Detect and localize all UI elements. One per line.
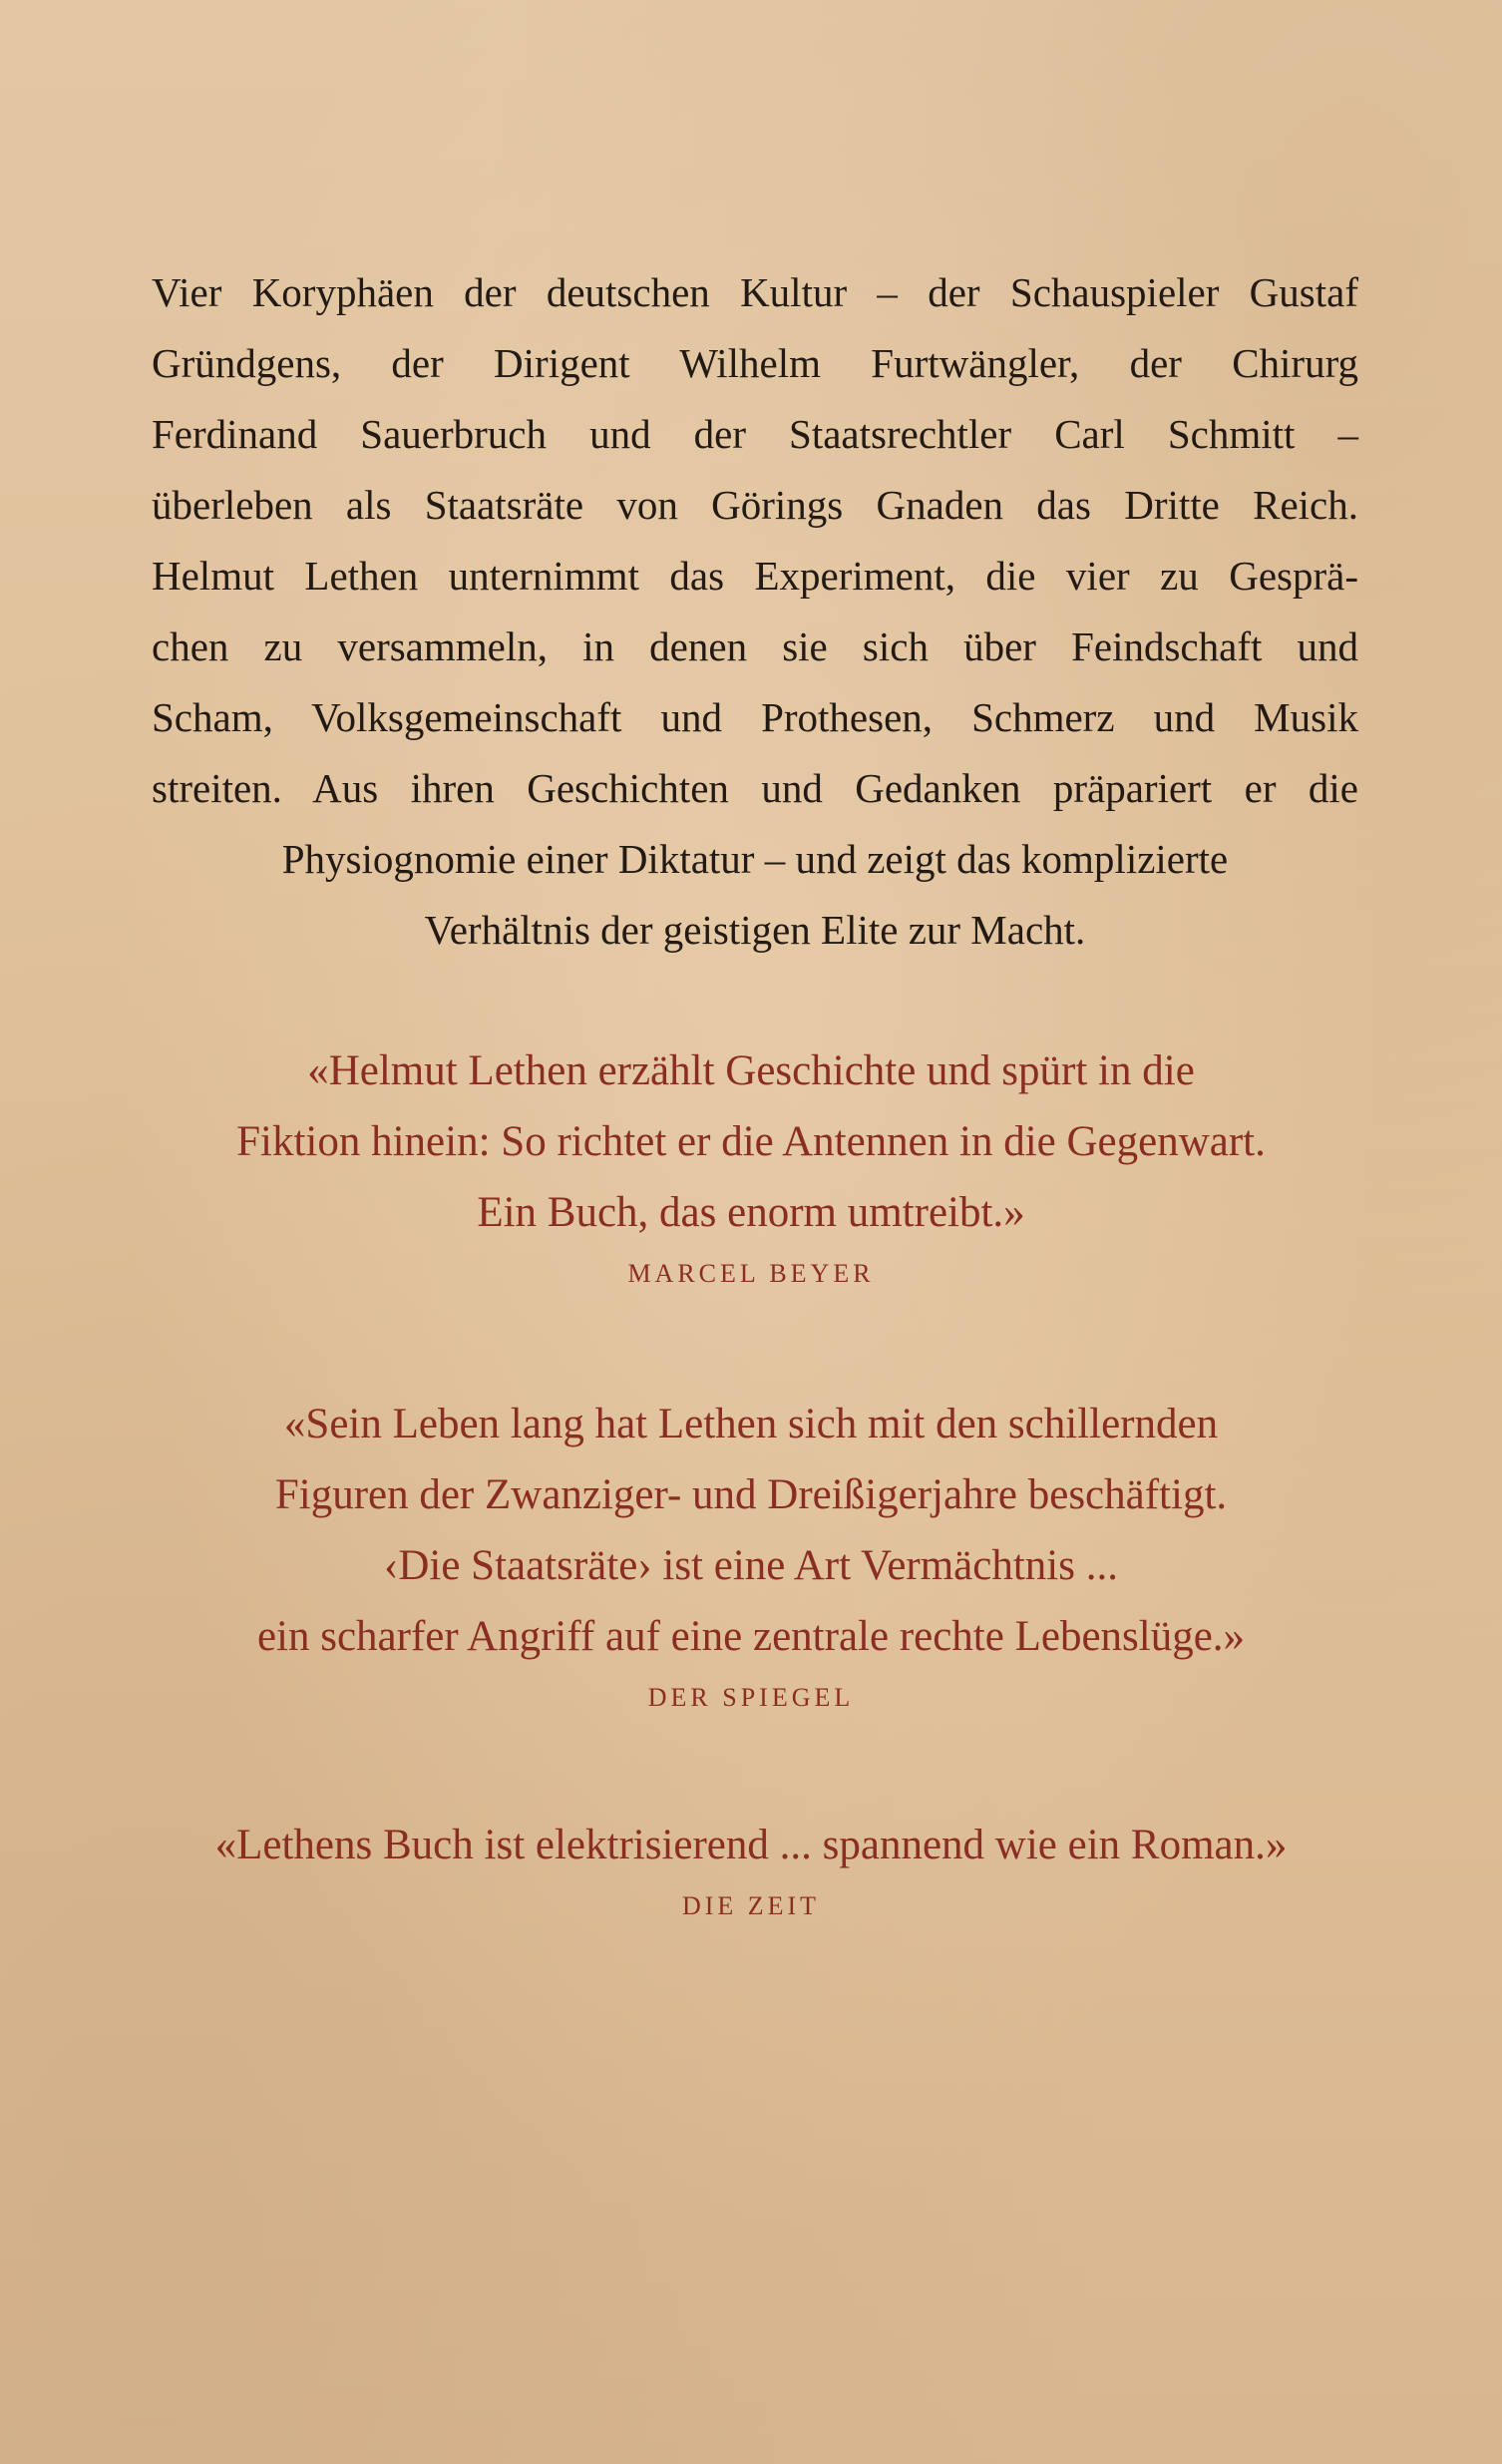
quote-line: «Helmut Lethen erzählt Geschichte und spürt in die xyxy=(307,1047,1195,1094)
quote-line: Ein Buch, das enorm umtreibt.» xyxy=(477,1189,1025,1236)
description-line: Physiognomie einer Diktatur – und zeigt das komplizierte xyxy=(281,836,1229,882)
quote-line: ‹Die Staatsräte› ist eine Art Vermächtnis ... xyxy=(384,1542,1118,1589)
quote-attribution: DIE ZEIT xyxy=(681,1891,821,1920)
quote-line: ein scharfer Angriff auf eine zentrale rechte Lebenslüge.» xyxy=(256,1613,1246,1660)
description-line: Gründgens, der Dirigent Wilhelm Furtwängler, der Chirurg xyxy=(152,340,1358,386)
description-line: überleben als Staatsräte von Görings Gnaden das Dritte Reich. xyxy=(152,482,1358,528)
description-line: chen zu versammeln, in denen sie sich über Feindschaft und xyxy=(152,623,1358,669)
review-quote xyxy=(0,1810,1502,1926)
quote-line: «Lethens Buch ist elektrisierend ... spannend wie ein Roman.» xyxy=(214,1822,1288,1868)
description-line: Vier Koryphäen der deutschen Kultur – der Schauspieler Gustaf xyxy=(152,269,1358,315)
description-line: Scham, Volksgemeinschaft und Prothesen, Schmerz und Musik xyxy=(152,694,1358,740)
quote-line: «Sein Leben lang hat Lethen sich mit den schillernden xyxy=(283,1401,1219,1447)
quote-attribution: DER SPIEGEL xyxy=(647,1683,855,1712)
review-quote xyxy=(0,1035,1502,1294)
description-line: Helmut Lethen unternimmt das Experiment, die vier zu Gesprä- xyxy=(152,553,1358,599)
quote-line: Fiktion hinein: So richtet er die Antennen in die Gegenwart. xyxy=(236,1118,1266,1165)
quote-line: Figuren der Zwanziger- und Dreißigerjahre beschäftigt. xyxy=(274,1471,1228,1518)
review-quote xyxy=(0,1389,1502,1718)
description-line: streiten. Aus ihren Geschichten und Gedanken präpariert er die xyxy=(152,765,1358,811)
quote-attribution: MARCEL BEYER xyxy=(627,1259,875,1288)
description-line: Verhältnis der geistigen Elite zur Macht. xyxy=(424,907,1086,953)
book-description xyxy=(152,257,1358,966)
description-line: Ferdinand Sauerbruch und der Staatsrechtler Carl Schmitt – xyxy=(152,411,1358,457)
